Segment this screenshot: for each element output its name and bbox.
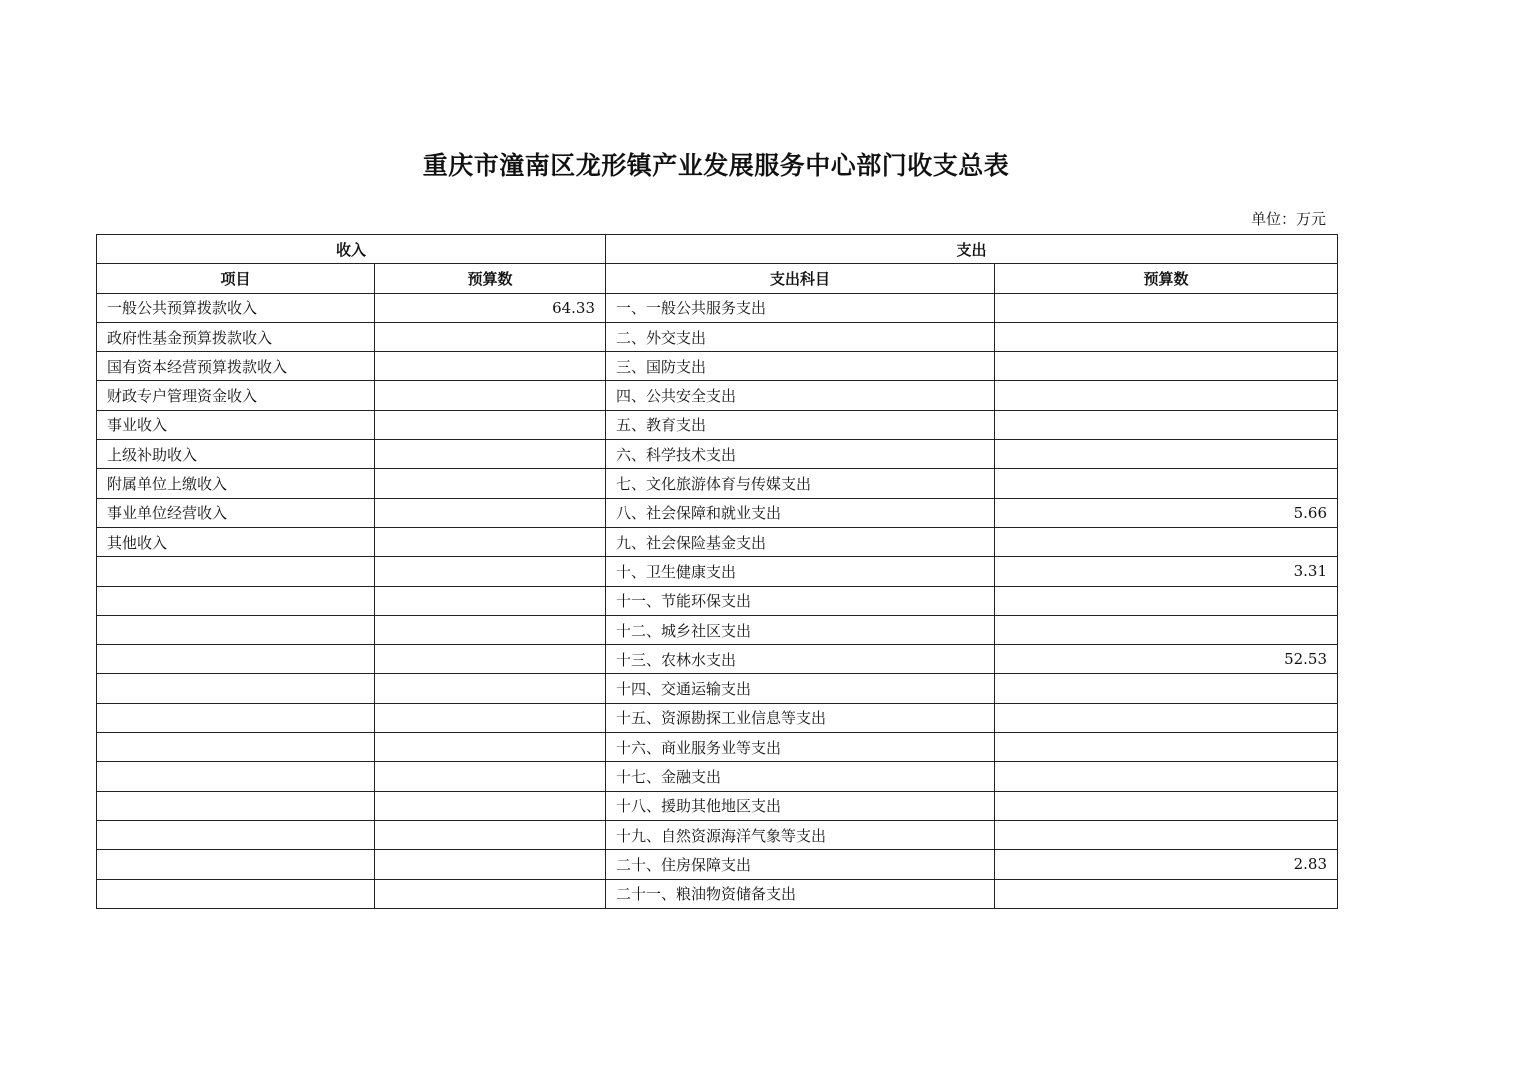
expense-item-cell: 八、社会保障和就业支出 (606, 498, 995, 527)
expense-item-cell: 一、一般公共服务支出 (606, 293, 995, 322)
income-amount-cell (375, 557, 606, 586)
income-budget-header: 预算数 (375, 264, 606, 293)
table-row (97, 762, 1338, 791)
income-item-cell (97, 615, 375, 644)
table-row (97, 557, 1338, 586)
table-row (97, 410, 1338, 439)
income-amount-cell (375, 674, 606, 703)
expense-item-cell: 十三、农林水支出 (606, 645, 995, 674)
expense-item-cell: 十七、金融支出 (606, 762, 995, 791)
income-amount-cell (375, 791, 606, 820)
expense-item-cell: 九、社会保险基金支出 (606, 527, 995, 556)
expense-item-cell: 三、国防支出 (606, 352, 995, 381)
income-amount-cell (375, 850, 606, 879)
expense-amount-cell (995, 762, 1338, 791)
expense-item-cell: 五、教育支出 (606, 410, 995, 439)
income-group-header: 收入 (97, 235, 606, 264)
table-row (97, 293, 1338, 322)
income-amount-cell (375, 352, 606, 381)
expense-item-cell: 二、外交支出 (606, 322, 995, 351)
income-item-cell (97, 791, 375, 820)
income-amount-cell (375, 381, 606, 410)
income-item-cell (97, 733, 375, 762)
expense-amount-cell: 5.66 (995, 498, 1338, 527)
expense-amount-cell (995, 410, 1338, 439)
expense-amount-cell: 2.83 (995, 850, 1338, 879)
income-item-cell (97, 557, 375, 586)
expense-item-cell: 十八、援助其他地区支出 (606, 791, 995, 820)
income-amount-cell (375, 322, 606, 351)
income-amount-cell (375, 586, 606, 615)
page-title: 重庆市潼南区龙形镇产业发展服务中心部门收支总表 (422, 151, 1010, 180)
table-row (97, 733, 1338, 762)
expense-item-cell: 四、公共安全支出 (606, 381, 995, 410)
income-amount-cell (375, 410, 606, 439)
expense-amount-cell: 52.53 (995, 645, 1338, 674)
income-item-cell: 事业收入 (97, 410, 375, 439)
income-item-cell (97, 850, 375, 879)
table-row (97, 469, 1338, 498)
income-amount-cell (375, 703, 606, 732)
expense-amount-cell (995, 352, 1338, 381)
expense-item-cell: 十二、城乡社区支出 (606, 615, 995, 644)
table-row (97, 645, 1338, 674)
expense-amount-cell (995, 440, 1338, 469)
table-row (97, 879, 1338, 908)
expense-amount-cell (995, 381, 1338, 410)
table-row (97, 820, 1338, 849)
table-row (97, 527, 1338, 556)
expense-amount-cell: 3.31 (995, 557, 1338, 586)
expense-item-cell: 十五、资源勘探工业信息等支出 (606, 703, 995, 732)
income-item-cell: 上级补助收入 (97, 440, 375, 469)
table-row (97, 352, 1338, 381)
income-amount-cell (375, 469, 606, 498)
expense-item-cell: 十一、节能环保支出 (606, 586, 995, 615)
expense-item-cell: 七、文化旅游体育与传媒支出 (606, 469, 995, 498)
table-row (97, 440, 1338, 469)
income-amount-cell (375, 820, 606, 849)
table-row (97, 674, 1338, 703)
income-item-cell (97, 762, 375, 791)
expense-item-cell: 二十一、粮油物资储备支出 (606, 879, 995, 908)
expense-amount-cell (995, 615, 1338, 644)
column-header-row (97, 264, 1338, 293)
income-item-header: 项目 (97, 264, 375, 293)
income-item-cell (97, 645, 375, 674)
income-item-cell: 政府性基金预算拨款收入 (97, 322, 375, 351)
income-amount-cell (375, 498, 606, 527)
income-item-cell (97, 820, 375, 849)
expense-item-header: 支出科目 (606, 264, 995, 293)
expense-group-header: 支出 (606, 235, 1338, 264)
expense-item-cell: 十、卫生健康支出 (606, 557, 995, 586)
income-amount-cell (375, 527, 606, 556)
expense-amount-cell (995, 820, 1338, 849)
income-amount-cell (375, 645, 606, 674)
expense-amount-cell (995, 469, 1338, 498)
income-item-cell (97, 674, 375, 703)
income-item-cell (97, 879, 375, 908)
expense-item-cell: 二十、住房保障支出 (606, 850, 995, 879)
expense-item-cell: 十九、自然资源海洋气象等支出 (606, 820, 995, 849)
expense-amount-cell (995, 293, 1338, 322)
expense-amount-cell (995, 527, 1338, 556)
table-row (97, 615, 1338, 644)
income-item-cell: 一般公共预算拨款收入 (97, 293, 375, 322)
expense-budget-header: 预算数 (995, 264, 1338, 293)
income-amount-cell (375, 733, 606, 762)
income-amount-cell: 64.33 (375, 293, 606, 322)
income-item-cell: 其他收入 (97, 527, 375, 556)
expense-amount-cell (995, 879, 1338, 908)
table-row (97, 703, 1338, 732)
income-item-cell: 财政专户管理资金收入 (97, 381, 375, 410)
table-row (97, 850, 1338, 879)
group-header-row (97, 235, 1338, 264)
expense-amount-cell (995, 703, 1338, 732)
table-row (97, 498, 1338, 527)
expense-amount-cell (995, 674, 1338, 703)
table-row (97, 322, 1338, 351)
income-amount-cell (375, 879, 606, 908)
table-row (97, 791, 1338, 820)
income-amount-cell (375, 615, 606, 644)
income-item-cell: 国有资本经营预算拨款收入 (97, 352, 375, 381)
income-amount-cell (375, 440, 606, 469)
income-amount-cell (375, 762, 606, 791)
unit-label: 单位：万元 (1250, 210, 1326, 228)
income-item-cell: 事业单位经营收入 (97, 498, 375, 527)
expense-amount-cell (995, 733, 1338, 762)
expense-item-cell: 十四、交通运输支出 (606, 674, 995, 703)
budget-table (96, 234, 1338, 909)
expense-item-cell: 六、科学技术支出 (606, 440, 995, 469)
table-row (97, 586, 1338, 615)
expense-amount-cell (995, 586, 1338, 615)
income-item-cell (97, 703, 375, 732)
expense-amount-cell (995, 322, 1338, 351)
table-row (97, 381, 1338, 410)
expense-amount-cell (995, 791, 1338, 820)
table-body (97, 293, 1338, 908)
expense-item-cell: 十六、商业服务业等支出 (606, 733, 995, 762)
income-item-cell (97, 586, 375, 615)
income-item-cell: 附属单位上缴收入 (97, 469, 375, 498)
